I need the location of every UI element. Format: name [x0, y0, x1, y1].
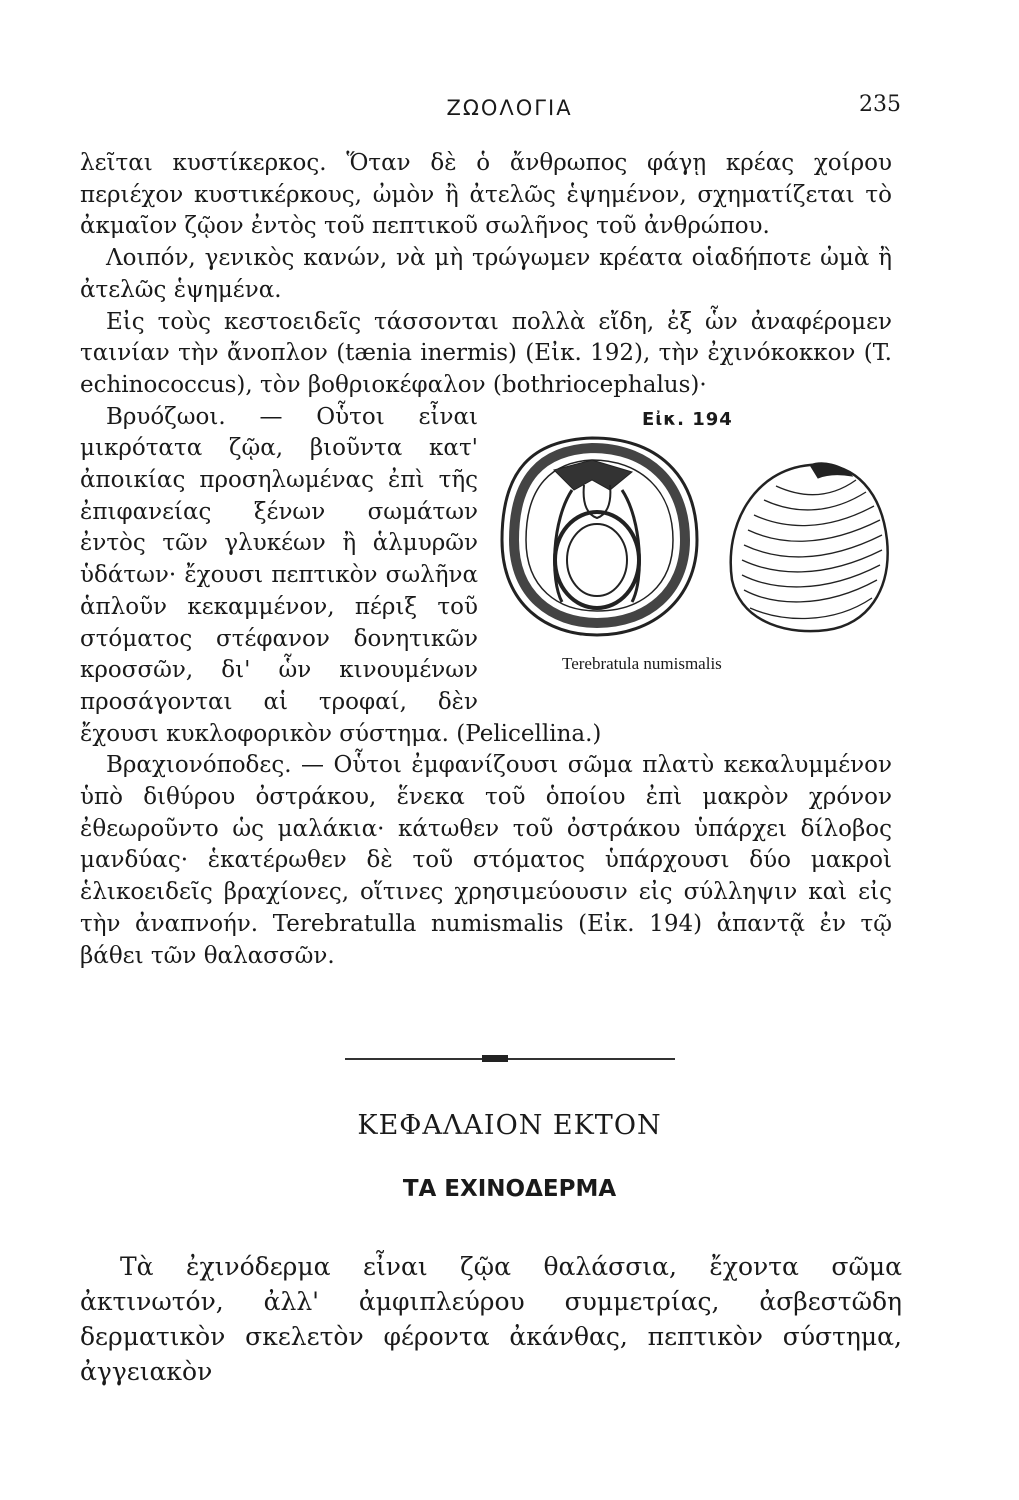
- paragraph-rule: Λοιπόν, γενικὸς κανών, νὰ μὴ τρώγωμεν κρέατα οἱαδήποτε ὠμὰ ἢ ἀτελῶς ἑψημένα.: [80, 245, 892, 303]
- bryozoa-section: [80, 402, 892, 751]
- running-head: [0, 92, 1019, 126]
- valve-interior-drawing: [502, 438, 697, 635]
- divider-ornament: [482, 1055, 508, 1062]
- section-title: ΤΑ ΕΧΙΝΟΔΕΡΜΑ: [402, 1176, 617, 1202]
- figure-label: Εἰκ. 194: [642, 408, 733, 430]
- main-text-block: [80, 148, 892, 972]
- running-title: ΖΩΟΛΟΓΙΑ: [446, 96, 573, 120]
- figure-194: [492, 404, 892, 690]
- paragraph-echinoderms: Τὰ ἐχινόδερμα εἶναι ζῷα θαλάσσια, ἔχοντα σῶμα ἀκτινωτόν, ἀλλ' ἀμφιπλεύρου συμμετρίας, ἀσβεστῶδη δερματικὸν σκελετὸν φέροντα ἀκάνθας, πεπτικὸν σύστημα, ἀγγειακὸν: [80, 1252, 902, 1386]
- paragraph-cestodes: Εἰς τοὺς κεστοειδεῖς τάσσονται πολλὰ εἴδη, ἐξ ὧν ἀναφέρομεν ταινίαν τὴν ἄνοπλον (tænia inermis) (Εἰκ. 192), τὴν ἐχινόκοκκον (T. echinococcus), τὸν βοθριοκέφαλον (bothriocephalus)·: [80, 308, 892, 398]
- paragraph-bryozoa: Βρυόζωοι. — Οὗτοι εἶναι μικρότατα ζῷα, βιοῦντα κατ' ἀποικίας προσηλωμένας ἐπὶ τῆς ἐπιφανείας ξένων σωμάτων ἐντὸς τῶν γλυκέων ἢ ἁλμυρῶν ὑδάτων· ἔχουσι πεπτικὸν σωλῆνα ἁπλοῦν κεκαμμένον, πέριξ τοῦ στόματος στέφανον δονητικῶν κροσσῶν, δι' ὧν κινουμένων προσάγονται αἱ τροφαί, δὲν ἔχουσι κυκλοφορικὸν σύστημα. (Pelicellina.): [80, 403, 602, 747]
- paragraph-cysticercus: λεῖται κυστίκερκος. Ὅταν δὲ ὁ ἄνθρωπος φάγῃ κρέας χοίρου περιέχον κυστικέρκους, ὠμὸν ἢ ἀτελῶς ἑψημένον, σχηματίζεται τὸ ἀκμαῖον ζῷον ἐντὸς τοῦ πεπτικοῦ σωλῆνος τοῦ ἀνθρώπου.: [80, 150, 892, 240]
- figure-caption: Terebratula numismalis: [562, 653, 722, 673]
- paragraph-brachiopoda: Βραχιονόποδες. — Οὗτοι ἐμφανίζουσι σῶμα πλατὺ κεκαλυμμένον ὑπὸ διθύρου ὀστράκου, ἕνεκα τοῦ ὁποίου ἐπὶ μακρὸν χρόνον ἐθεωροῦντο ὡς μαλάκια· κάτωθεν τοῦ ὀστράκου ὑπάρχει δίλοβος μανδύας· ἑκατέρωθεν δὲ τοῦ στόματος ὑπάρχουσι δύο μακροὶ ἑλικοειδεῖς βραχίονες, οἵτινες χρησιμεύουσιν εἰς σύλληψιν καὶ εἰς τὴν ἀναπνοήν. Terebratulla numismalis (Εἰκ. 194) ἀπαντᾷ ἐν τῷ βάθει τῶν θαλασσῶν.: [80, 752, 892, 969]
- terebratula-illustration: [492, 430, 892, 645]
- shell-exterior-drawing: [731, 463, 888, 631]
- chapter-title: ΚΕΦΑΛΑΙΟΝ ΕΚΤΟΝ: [357, 1110, 662, 1141]
- page-number: 235: [859, 92, 901, 117]
- section-divider: [345, 1058, 675, 1060]
